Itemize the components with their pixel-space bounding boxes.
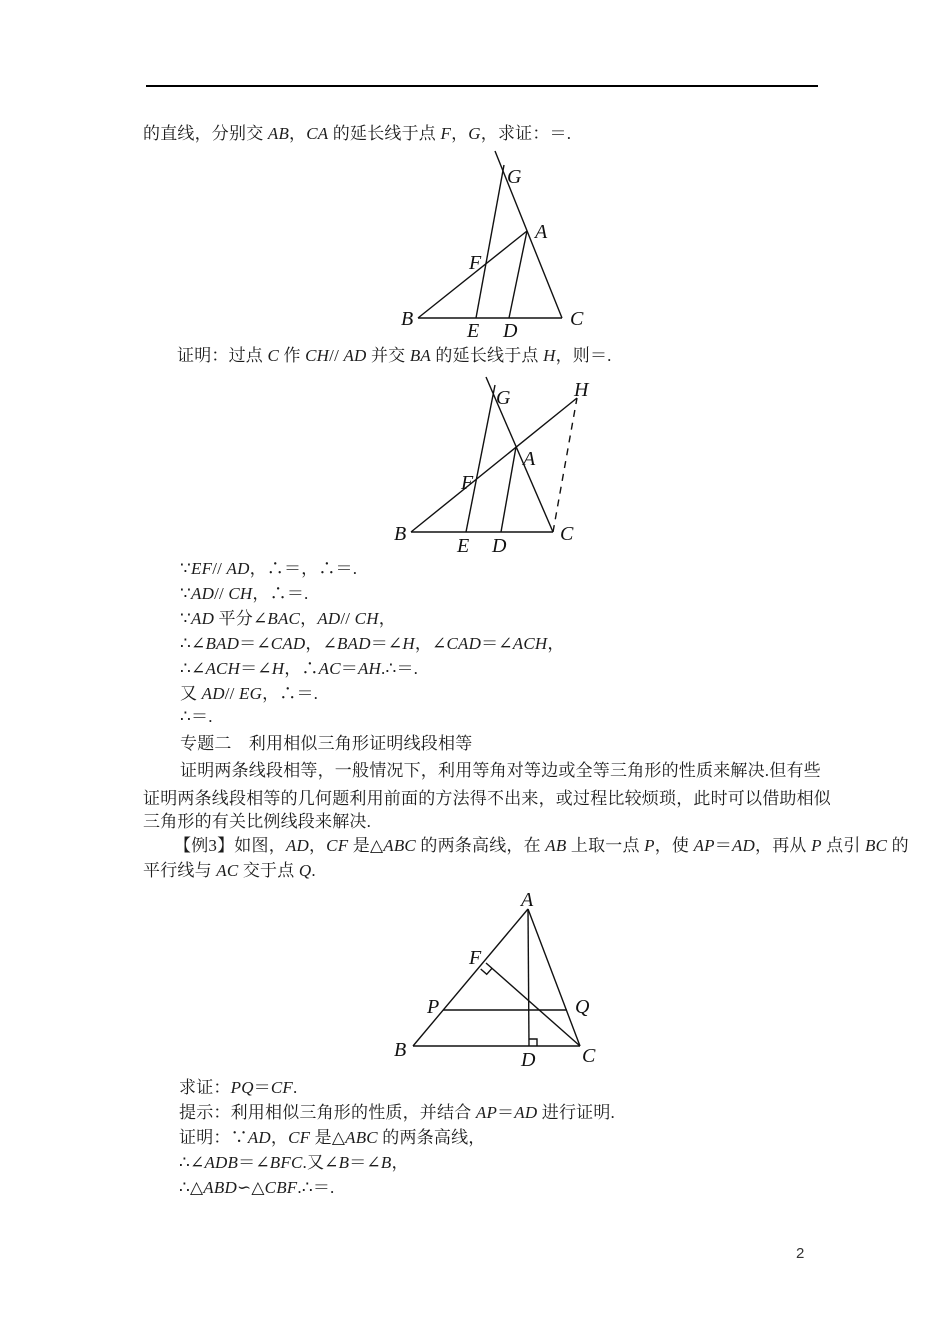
fig2-label-A: A <box>523 448 536 470</box>
proof1-step-4: ∴∠BAD＝∠CAD，∠BAD＝∠H，∠CAD＝∠ACH， <box>180 634 565 653</box>
proof1-step-6: 又 AD// EG，∴＝. <box>180 684 319 703</box>
figure-2-triangle-with-CH-parallel-AD <box>385 370 605 565</box>
fig1-label-D: D <box>503 320 518 342</box>
section2-paragraph-line-3: 三角形的有关比例线段来解决. <box>143 812 372 831</box>
fig3-label-D: D <box>521 1049 536 1071</box>
fig3-right-angle-mark-F <box>481 968 492 974</box>
fig2-label-H: H <box>574 379 589 401</box>
fig3-label-B: B <box>394 1039 407 1061</box>
fig2-segment-AD <box>501 447 516 532</box>
fig2-label-D: D <box>492 535 507 557</box>
proof3-line-1: 证明：∵AD，CF 是△ABC 的两条高线， <box>179 1128 486 1147</box>
fig1-label-C: C <box>570 308 584 330</box>
proof1-step-3: ∵AD 平分∠BAC，AD// CH， <box>180 609 396 628</box>
fig2-label-E: E <box>457 535 470 557</box>
fig3-altitude-AD <box>528 909 529 1046</box>
fig1-label-G: G <box>507 166 522 188</box>
section2-paragraph-line-2: 证明两条线段相等的几何题利用前面的方法得不出来，或过程比较烦琐，此时可以借助相似 <box>143 789 831 808</box>
fig2-line-BFAH <box>411 398 577 532</box>
fig2-dashed-CH <box>553 398 577 532</box>
fig1-label-B: B <box>401 308 414 330</box>
seek-prove-line: 求证：PQ＝CF. <box>179 1078 298 1097</box>
fig1-label-A: A <box>535 221 548 243</box>
section2-paragraph-line-1: 证明两条线段相等，一般情况下，利用等角对等边或全等三角形的性质来解决.但有些 <box>180 761 821 780</box>
fig2-label-C: C <box>560 523 574 545</box>
fig2-label-F: F <box>461 472 474 494</box>
fig3-label-F: F <box>469 947 482 969</box>
section2-heading: 专题二 利用相似三角形证明线段相等 <box>180 734 473 753</box>
fig3-altitude-CF <box>486 963 580 1046</box>
fig1-label-F: F <box>469 252 482 274</box>
proof1-step-1: ∵EF// AD，∴＝，∴＝. <box>180 559 358 578</box>
figure-1-triangle-with-EFG-line <box>385 145 605 345</box>
fig3-segment-AC <box>528 909 580 1046</box>
fig3-label-A: A <box>521 889 534 911</box>
fig3-label-C: C <box>582 1045 596 1067</box>
proof1-construction-line: 证明：过点 C 作 CH// AD 并交 BA 的延长线于点 H，则＝. <box>177 346 612 365</box>
proof1-step-5: ∴∠ACH＝∠H，∴AC＝AH.∴＝. <box>180 659 419 678</box>
fig3-right-angle-mark-D <box>529 1039 537 1046</box>
figure-3-triangle-with-altitudes <box>385 885 600 1075</box>
fig3-label-P: P <box>427 996 440 1018</box>
proof3-line-2: ∴∠ADB＝∠BFC.又∠B＝∠B， <box>179 1153 409 1172</box>
proof1-step-7: ∴＝. <box>180 707 213 726</box>
header-rule <box>146 85 818 87</box>
fig1-label-E: E <box>467 320 480 342</box>
page-number: 2 <box>796 1245 805 1262</box>
hint-line: 提示：利用相似三角形的性质，并结合 AP＝AD 进行证明. <box>179 1103 615 1122</box>
continuation-line: 的直线，分别交 AB，CA 的延长线于点 F，G，求证：＝. <box>143 124 572 143</box>
fig3-segment-AB <box>413 909 528 1046</box>
proof3-line-3: ∴△ABD∽△CBF.∴＝. <box>179 1178 335 1197</box>
fig1-segment-BA <box>418 231 527 318</box>
fig2-line-EFG <box>466 385 495 532</box>
fig2-label-B: B <box>394 523 407 545</box>
fig1-line-CAG <box>495 151 562 318</box>
fig3-label-Q: Q <box>575 996 590 1018</box>
fig1-line-EFG <box>476 165 504 318</box>
proof1-step-2: ∵AD// CH，∴＝. <box>180 584 309 603</box>
fig2-label-G: G <box>496 387 511 409</box>
example3-line-2: 平行线与 AC 交于点 Q. <box>143 861 316 880</box>
example3-line-1: 【例3】如图，AD，CF 是△ABC 的两条高线，在 AB 上取一点 P，使 AP＝AD，再从 P 点引 BC 的 <box>174 836 909 855</box>
